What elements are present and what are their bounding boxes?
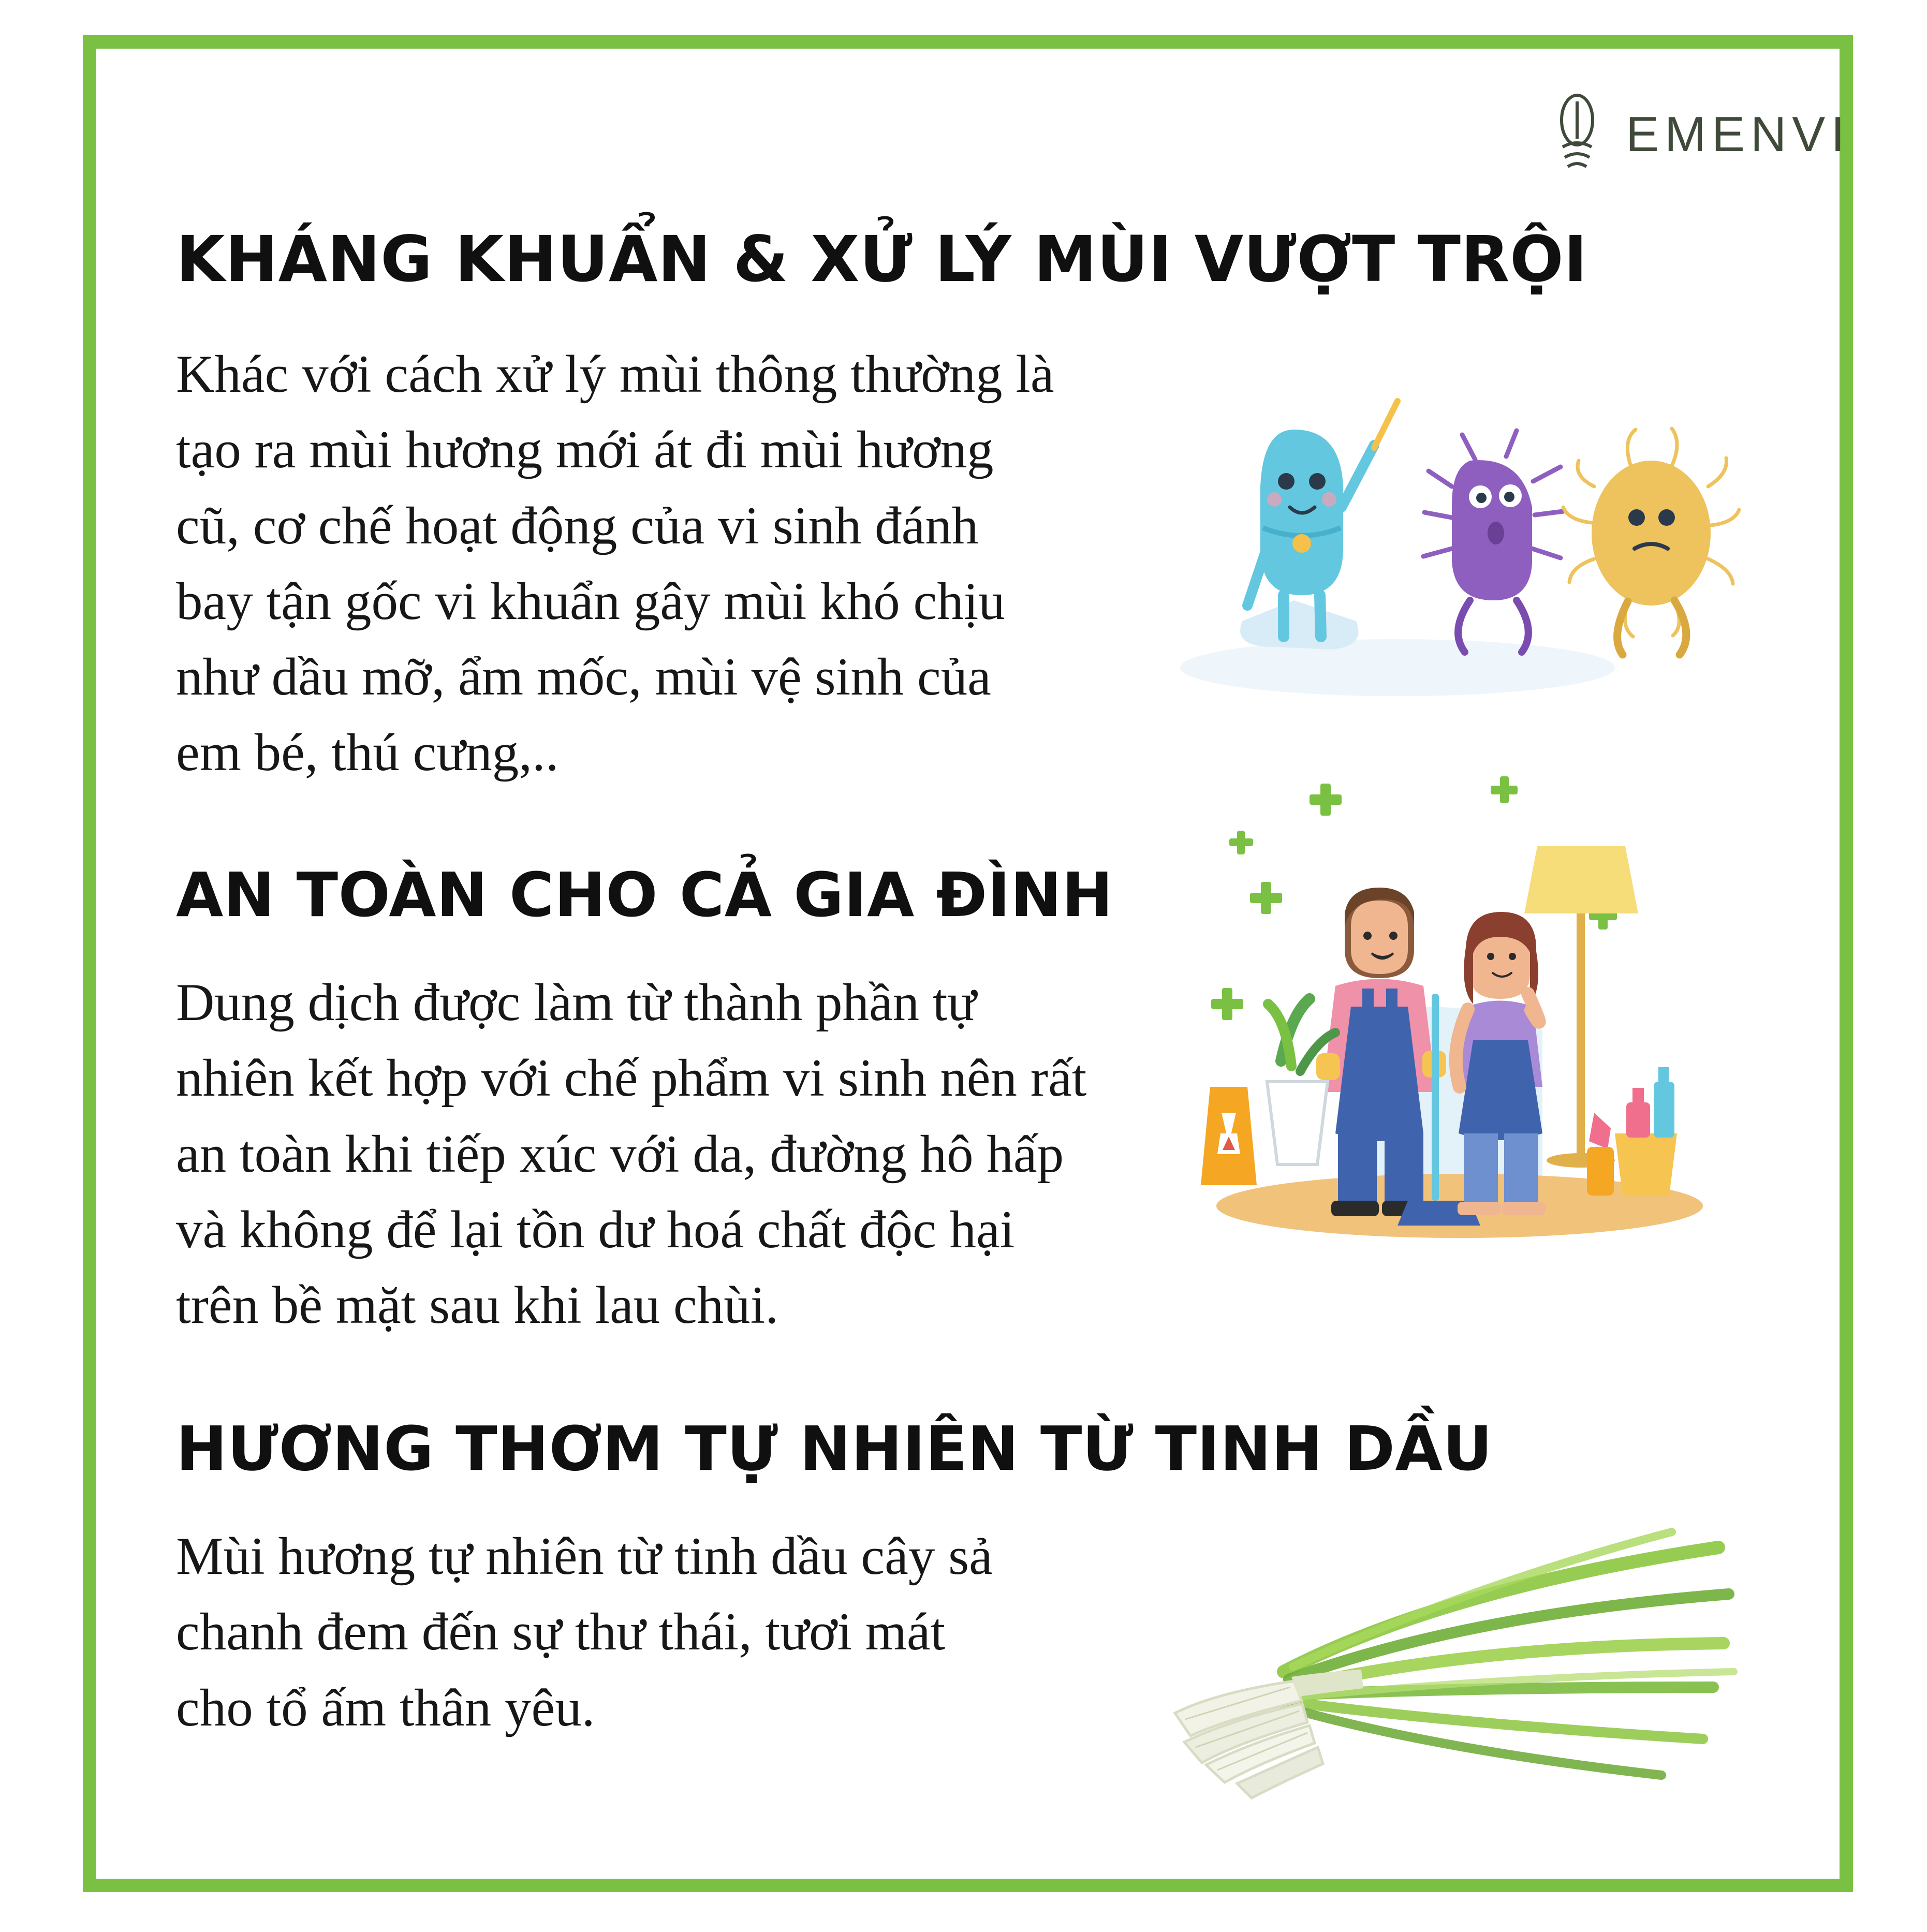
section-body: Mùi hương tự nhiên từ tinh dầu cây sả chanh đem đến sự thư thái, tươi mát cho tổ ấm thân yêu. [176, 1527, 993, 1737]
brand-name: EMENVI [1625, 107, 1850, 162]
section-family-safe [176, 859, 1113, 1343]
section-title: HƯƠNG THƠM TỰ NHIÊN TỪ TINH DẦU [176, 1413, 1493, 1484]
leaf-seed-logo-icon [1546, 93, 1608, 176]
section-title: KHÁNG KHUẨN & XỬ LÝ MÙI VƯỢT TRỘI [176, 223, 1588, 296]
germ-fighter-illustration [1139, 378, 1749, 709]
lemongrass-illustration [1154, 1516, 1739, 1806]
section-natural-fragrance [176, 1413, 1493, 1746]
cleaning-couple-illustration [1180, 771, 1749, 1289]
section-body: Dung dịch được làm từ thành phần tự nhiên kết hợp với chế phẩm vi sinh nên rất an toàn khi tiếp xúc với da, đường hô hấp và không để lại tồn dư hoá chất độc hại trên bề mặt sau khi lau chùi. [176, 973, 1087, 1335]
brand-logo [1546, 93, 1850, 176]
section-antibacterial [176, 223, 1588, 791]
section-body: Khác với cách xử lý mùi thông thường là tạo ra mùi hương mới át đi mùi hương cũ, cơ chế hoạt động của vi sinh đánh bay tận gốc vi khuẩn gây mùi khó chịu như dầu mỡ, ẩm mốc, mùi vệ sinh của em bé, thú cưng,.. [176, 345, 1054, 783]
section-title: AN TOÀN CHO CẢ GIA ĐÌNH [176, 859, 1113, 931]
